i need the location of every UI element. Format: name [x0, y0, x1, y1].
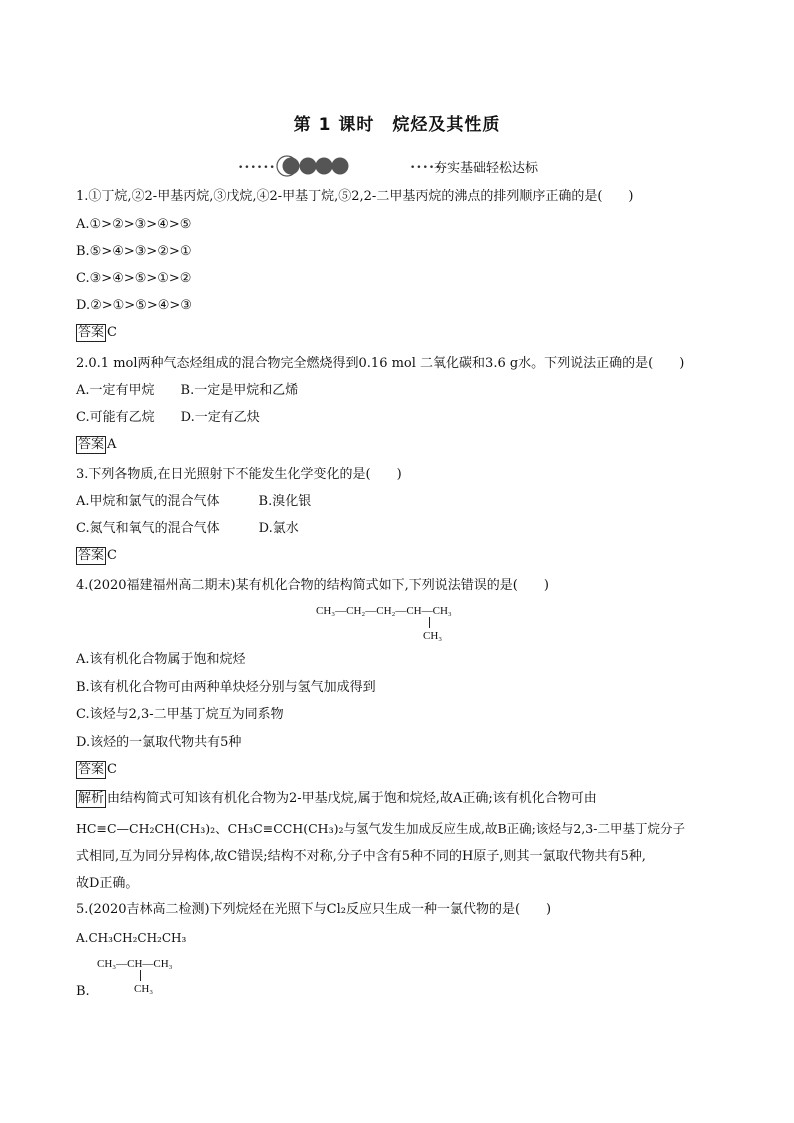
q5-option-a: A.CH₃CH₂CH₂CH₃: [76, 931, 187, 945]
q4-stem: 4.(2020福建福州高二期末)某有机化合物的结构简式如下,下列说法错误的是( ): [76, 578, 549, 593]
q1-option-d: D.②>①>⑤>④>③: [76, 298, 192, 313]
q3-stem: 3.下列各物质,在日光照射下不能发生化学变化的是( ): [76, 467, 402, 482]
q3-options-ab: A.甲烷和氯气的混合气体 B.溴化银: [76, 494, 312, 509]
answer-value: A: [107, 437, 117, 452]
page-title: 第 1 课时 烷烃及其性质: [293, 115, 501, 135]
formula-branch: CH₃: [134, 983, 154, 995]
q4-option-a: A.该有机化合物属于饱和烷烃: [76, 652, 246, 667]
answer-label: 答案: [78, 548, 105, 563]
formula-main-chain: CH₃—CH₂—CH₂—CH—CH₃: [316, 605, 452, 617]
q4-answer: [76, 761, 117, 779]
q2-answer: [76, 436, 116, 454]
q4-option-b: B.该有机化合物可由两种单炔烃分别与氢气加成得到: [76, 680, 376, 695]
q3-options-cd: C.氮气和氧气的混合气体 D.氯水: [76, 521, 299, 536]
q5-stem: 5.(2020吉林高二检测)下列烷烃在光照下与Cl₂反应只生成一种一氯代物的是( ): [76, 902, 552, 917]
analysis-label: 解析: [78, 791, 105, 806]
q2-options-cd: C.可能有乙烷 D.一定有乙炔: [76, 410, 260, 425]
q1-stem: 1.①丁烷,②2-甲基丙烷,③戊烷,④2-甲基丁烷,⑤2,2-二甲基丙烷的沸点的排列顺序正确的是( ): [76, 189, 634, 204]
q4-analysis-line-3: 式相同,互为同分异构体,故C错误;结构不对称,分子中含有5种不同的H原子,则其一氯取代物共有5种,: [76, 849, 646, 864]
section-dots-left: ••••••: [238, 163, 276, 173]
section-circles-icon: [276, 155, 350, 177]
q2-options-ab: A.一定有甲烷 B.一定是甲烷和乙烯: [76, 383, 299, 398]
q1-option-b: B.⑤>④>③>②>①: [76, 244, 192, 259]
q1-answer: [76, 324, 117, 342]
q5-option-b: B.: [76, 984, 90, 999]
answer-value: C: [107, 762, 117, 777]
answer-value: C: [107, 325, 117, 340]
q1-option-a: A.①>②>③>④>⑤: [76, 217, 192, 232]
q3-answer: [76, 547, 117, 565]
answer-label: 答案: [78, 762, 105, 777]
section-dots-right: •••••: [410, 163, 442, 173]
section-banner: [238, 155, 568, 177]
q4-option-d: D.该烃的一氯取代物共有5种: [76, 735, 242, 750]
q1-option-c: C.③>④>⑤>①>②: [76, 271, 192, 286]
formula-branch: CH₃: [423, 630, 443, 642]
q4-analysis-line-1: [76, 790, 597, 808]
q4-analysis-line-2: HC≡C—CH₂CH(CH₃)₂、CH₃C≡CCH(CH₃)₂与氢气发生加成反应生成,故B正确;该烃与2,3-二甲基丁烷分子: [76, 821, 685, 836]
q2-stem: 2.0.1 mol两种气态烃组成的混合物完全燃烧得到0.16 mol 二氧化碳和3.6 g水。下列说法正确的是( ): [76, 356, 685, 371]
analysis-text: 由结构简式可知该有机化合物为2-甲基戊烷,属于饱和烷烃,故A正确;该有机化合物可由: [107, 791, 597, 806]
answer-label: 答案: [78, 437, 105, 452]
q4-option-c: C.该烃与2,3-二甲基丁烷互为同系物: [76, 707, 284, 722]
section-label: 夯实基础轻松达标: [434, 161, 539, 176]
answer-label: 答案: [78, 325, 105, 340]
formula-main-chain: CH₃—CH—CH₃: [97, 958, 173, 970]
answer-value: C: [107, 548, 117, 563]
q4-analysis-line-4: 故D正确。: [76, 876, 139, 891]
